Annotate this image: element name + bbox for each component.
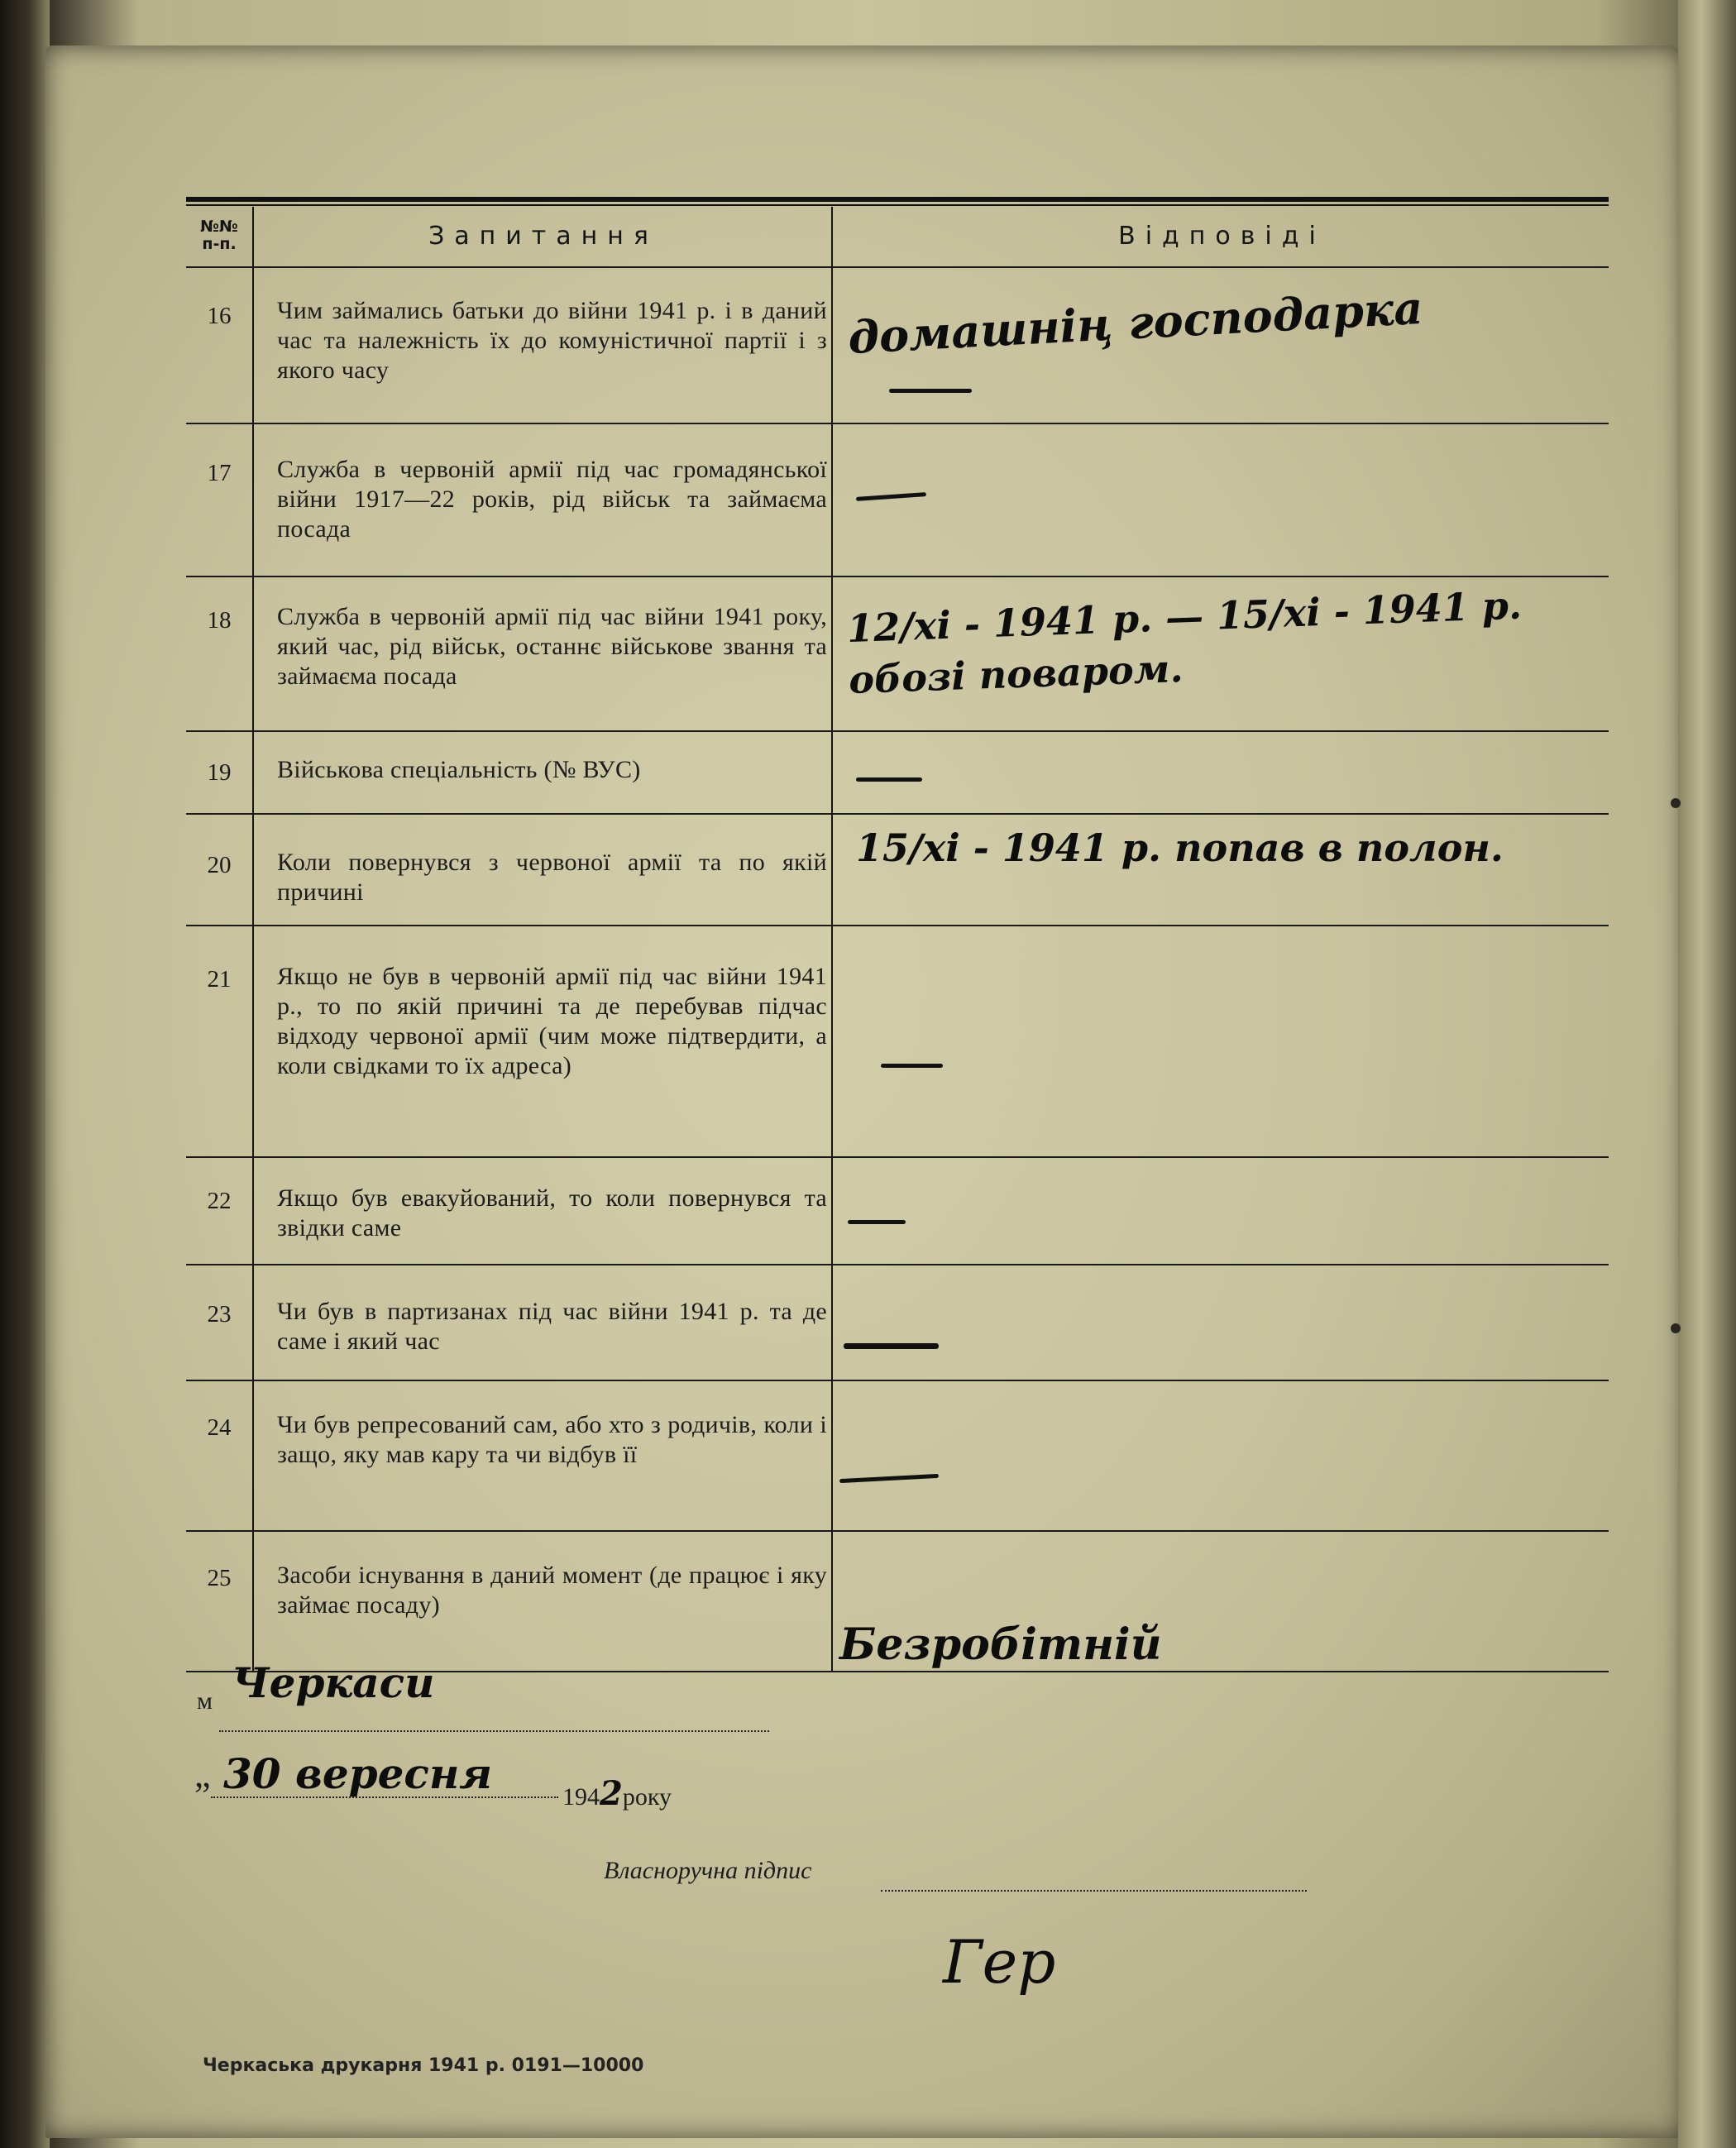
header-bottom-rule <box>186 266 1609 268</box>
page-right-edge <box>1678 0 1736 2148</box>
row-divider <box>186 423 1609 424</box>
row-divider <box>186 1380 1609 1381</box>
header-number-symbol: №№ <box>200 218 238 237</box>
signature-line <box>881 1890 1307 1892</box>
row-answer-handwritten: домашнің господарка <box>846 280 1424 365</box>
header-number-abbrev: п-п. <box>202 235 237 253</box>
row-divider <box>186 813 1609 815</box>
year-handwritten-digit: 2 <box>600 1774 623 1813</box>
header-number <box>186 207 252 265</box>
table-top-rule-thin <box>186 204 1609 206</box>
place-handwritten: Черкаси <box>232 1658 435 1707</box>
row-question: Військова спеціальність (№ ВУС) <box>277 756 641 783</box>
row-question: Чи був репресований сам, або хто з родичів, коли і защо, яку мав кару та чи відбув її <box>277 1411 827 1468</box>
year-suffix: року <box>622 1783 672 1811</box>
table-top-rule <box>186 197 1609 202</box>
answer-dash <box>848 1220 906 1224</box>
row-number: 19 <box>207 759 232 786</box>
year-prefix: 194 <box>562 1783 600 1811</box>
row-number: 25 <box>207 1565 232 1591</box>
row-question: Служба в червоній армії під час громадянської війни 1917—22 років, рід військ та займаєма посада <box>277 456 827 543</box>
year-printed <box>562 1774 672 1813</box>
signature-handwritten: Гер <box>943 1927 1056 1997</box>
place-line <box>219 1730 769 1732</box>
row-divider <box>186 1264 1609 1265</box>
row-answer-handwritten: 15/xi - 1941 р. попав в полон. <box>856 825 1504 870</box>
row-question: Засоби існування в даний момент (де працює і яку займає посаду) <box>277 1562 827 1619</box>
binding-hole <box>1671 1323 1681 1333</box>
row-divider <box>186 925 1609 926</box>
answer-dash <box>889 389 972 393</box>
date-open-quote: „ <box>194 1754 211 1795</box>
row-number: 23 <box>207 1301 232 1328</box>
column-divider-answer <box>831 207 833 1671</box>
row-answer-handwritten: Безробітній <box>839 1619 1162 1670</box>
row-divider <box>186 1530 1609 1532</box>
answer-dash <box>844 1343 939 1349</box>
row-number: 21 <box>207 966 232 993</box>
row-divider <box>186 1156 1609 1158</box>
binding-hole <box>1671 798 1681 808</box>
row-number: 22 <box>207 1188 232 1214</box>
row-number: 24 <box>207 1414 232 1441</box>
answer-dash <box>881 1064 943 1068</box>
row-question: Служба в червоній армії під час війни 1941 року, який час, рід військ, останнє військове звання та займаєма посада <box>277 603 827 690</box>
date-line <box>211 1796 558 1798</box>
place-prefix: м <box>197 1687 213 1715</box>
printer-imprint: Черкаська друкарня 1941 р. 0191—10000 <box>203 2055 644 2076</box>
row-number: 16 <box>207 303 232 329</box>
row-answer-handwritten: 12/xi - 1941 р. — 15/xi - 1941 р. обозі поваром. <box>846 582 1523 703</box>
row-divider <box>186 576 1609 577</box>
row-question: Якщо не був в червоній армії під час війни 1941 р., то по якій причині та де перебував підчас відходу червоної армії (чим може підтвердити, а коли свідками то їх адреса) <box>277 963 827 1079</box>
row-question: Чим займались батьки до війни 1941 р. і в даний час та належність їх до комуністичної партії і з якого часу <box>277 297 827 384</box>
row-number: 18 <box>207 607 232 634</box>
row-question: Коли повернувся з червоної армії та по якій причині <box>277 849 827 906</box>
signature-label: Власноручна підпис <box>604 1857 812 1884</box>
header-answers: Відповіді <box>1118 221 1326 251</box>
row-number: 17 <box>207 460 232 486</box>
row-divider <box>186 730 1609 732</box>
column-divider-number <box>252 207 254 1671</box>
header-questions: Запитання <box>428 221 658 251</box>
date-handwritten: 30 вересня <box>223 1749 493 1798</box>
row-question: Якщо був евакуйований, то коли повернувся та звідки саме <box>277 1184 827 1241</box>
row-question: Чи був в партизанах під час війни 1941 р. та де саме і який час <box>277 1298 827 1355</box>
answer-dash <box>856 777 922 782</box>
binding-left-edge <box>0 0 50 2148</box>
row-number: 20 <box>207 852 232 878</box>
